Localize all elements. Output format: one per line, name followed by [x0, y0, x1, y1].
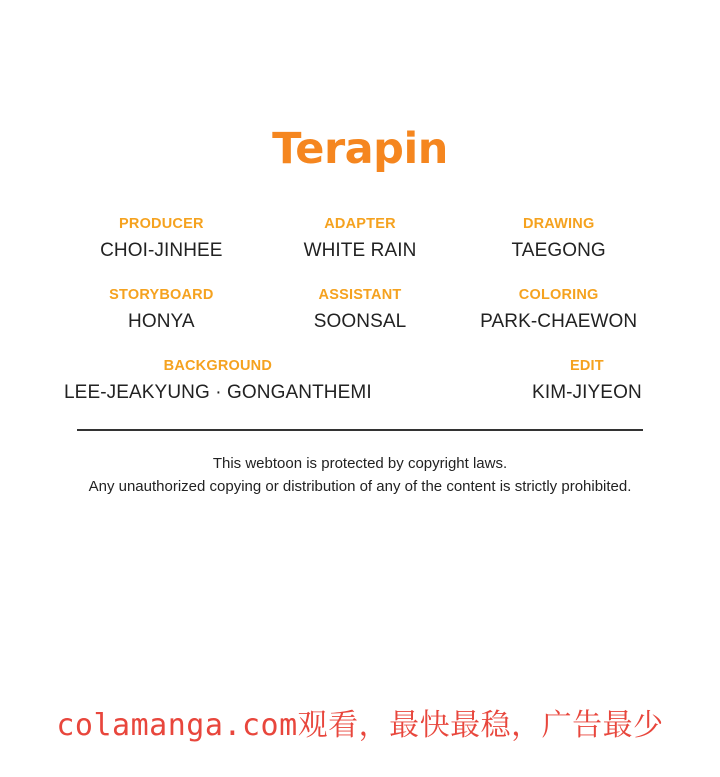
credit-name: PARK-CHAEWON — [480, 310, 638, 332]
credits-grid — [0, 217, 720, 403]
site-watermark: colamanga.com观看，最快最稳，广告最少 — [56, 708, 664, 743]
credit-row — [62, 217, 658, 262]
copyright-notice — [0, 453, 720, 498]
credit-role: ASSISTANT — [318, 286, 402, 303]
credit-role: ADAPTER — [324, 216, 396, 232]
credit-cell-coloring — [459, 288, 658, 333]
credit-role: BACKGROUND — [163, 357, 273, 374]
credit-role: DRAWING — [522, 216, 595, 232]
credit-cell-storyboard — [62, 288, 261, 333]
copyright-notice-line1: This webtoon is protected by copyright laws. — [212, 455, 508, 473]
credit-name: KIM-JIYEON — [532, 381, 642, 403]
credit-cell-assistant — [261, 288, 460, 333]
credit-role: PRODUCER — [119, 216, 204, 232]
credit-cell-drawing — [459, 217, 658, 262]
credit-cell-background — [62, 359, 374, 404]
credit-name: LEE-JEAKYUNG · GONGANTHEMI — [64, 381, 372, 403]
divider — [77, 429, 643, 431]
credit-row — [62, 288, 658, 333]
credit-name: TAEGONG — [511, 239, 606, 261]
credit-row — [62, 359, 658, 404]
credit-cell-adapter — [261, 217, 460, 262]
credit-name: WHITE RAIN — [303, 239, 417, 261]
credit-role: COLORING — [518, 286, 599, 303]
credit-role: EDIT — [569, 357, 604, 374]
credit-name: CHOI-JINHEE — [100, 239, 223, 261]
credit-name: SOONSAL — [313, 310, 407, 332]
series-logo: Terapin — [272, 124, 448, 174]
credit-cell-producer — [62, 217, 261, 262]
copyright-notice-line2: Any unauthorized copying or distribution of any of the content is strictly prohibited. — [88, 477, 632, 495]
credit-cell-edit — [516, 359, 658, 404]
credit-name: HONYA — [128, 310, 195, 332]
credit-role: STORYBOARD — [109, 286, 214, 303]
